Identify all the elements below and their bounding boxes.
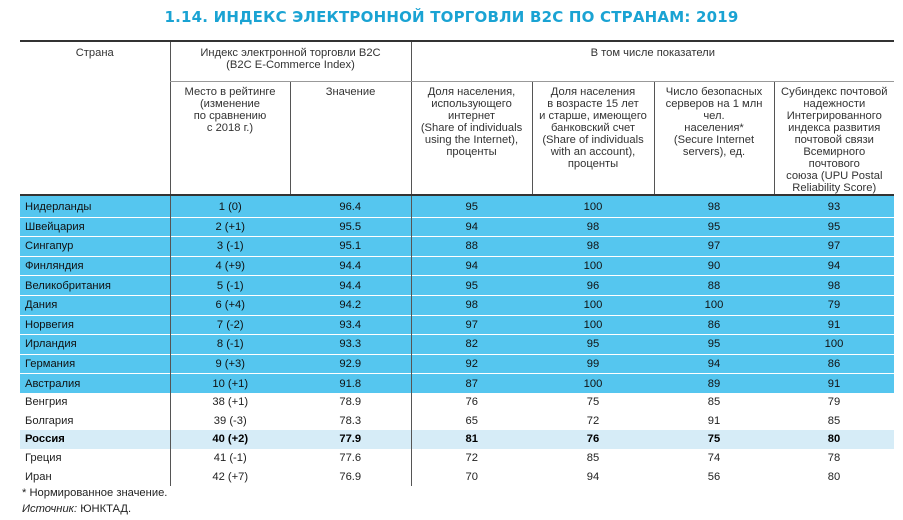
cell-internet: 65 [411,412,532,431]
cell-internet: 76 [411,393,532,412]
table-row [20,412,894,431]
table-row [20,393,894,412]
cell-rank: 42 (+7) [170,467,290,486]
cell-country: Греция [20,449,170,468]
header-postal: Субиндекс почтовой надежности Интегрированного индекса развития почтовой связи Всемирного почтового союза (UPU Postal Reliability Score) [774,82,894,196]
table-row [20,354,894,374]
cell-country: Иран [20,467,170,486]
cell-servers: 86 [654,315,774,335]
table-row [20,295,894,315]
cell-postal: 98 [774,276,894,296]
header-account: Доля населения в возрасте 15 лет и старше, имеющего банковский счет (Share of individuals with an account), проценты [532,82,654,196]
cell-servers: 85 [654,393,774,412]
table-row [20,256,894,276]
cell-value: 78.9 [290,393,411,412]
cell-account: 100 [532,256,654,276]
cell-rank: 4 (+9) [170,256,290,276]
cell-postal: 79 [774,393,894,412]
cell-account: 100 [532,315,654,335]
cell-value: 78.3 [290,412,411,431]
table-row [20,276,894,296]
header-internet: Доля населения, использующего интернет (Share of individuals using the Internet), проценты [411,82,532,196]
cell-servers: 89 [654,374,774,393]
cell-rank: 6 (+4) [170,295,290,315]
cell-rank: 1 (0) [170,195,290,217]
cell-country: Нидерланды [20,195,170,217]
cell-account: 99 [532,354,654,374]
cell-country: Норвегия [20,315,170,335]
table-row [20,335,894,355]
table-row-russia [20,430,894,449]
cell-rank: 2 (+1) [170,217,290,237]
cell-servers: 98 [654,195,774,217]
table-row [20,195,894,217]
cell-rank: 7 (-2) [170,315,290,335]
cell-internet: 81 [411,430,532,449]
table-row [20,315,894,335]
cell-value: 76.9 [290,467,411,486]
cell-account: 98 [532,237,654,257]
cell-country: Дания [20,295,170,315]
cell-internet: 95 [411,276,532,296]
header-servers: Число безопасных серверов на 1 млн чел. населения* (Secure Internet servers), ед. [654,82,774,196]
cell-country: Великобритания [20,276,170,296]
cell-value: 96.4 [290,195,411,217]
cell-value: 93.4 [290,315,411,335]
cell-rank: 5 (-1) [170,276,290,296]
cell-postal: 100 [774,335,894,355]
cell-value: 92.9 [290,354,411,374]
source-note [22,503,131,515]
cell-value: 94.2 [290,295,411,315]
cell-country: Германия [20,354,170,374]
cell-country: Россия [20,430,170,449]
cell-servers: 97 [654,237,774,257]
source-label: Источник: [22,503,78,515]
cell-country: Венгрия [20,393,170,412]
cell-servers: 56 [654,467,774,486]
cell-account: 76 [532,430,654,449]
cell-rank: 38 (+1) [170,393,290,412]
cell-internet: 94 [411,217,532,237]
cell-rank: 41 (-1) [170,449,290,468]
cell-internet: 92 [411,354,532,374]
cell-internet: 70 [411,467,532,486]
cell-rank: 10 (+1) [170,374,290,393]
cell-value: 95.1 [290,237,411,257]
cell-account: 72 [532,412,654,431]
cell-postal: 85 [774,412,894,431]
table-row [20,237,894,257]
cell-rank: 9 (+3) [170,354,290,374]
cell-postal: 94 [774,256,894,276]
cell-internet: 87 [411,374,532,393]
cell-servers: 88 [654,276,774,296]
cell-internet: 97 [411,315,532,335]
cell-country: Сингапур [20,237,170,257]
cell-value: 94.4 [290,256,411,276]
cell-postal: 97 [774,237,894,257]
cell-value: 94.4 [290,276,411,296]
cell-postal: 80 [774,467,894,486]
table-row [20,467,894,486]
cell-account: 98 [532,217,654,237]
cell-servers: 100 [654,295,774,315]
cell-servers: 95 [654,217,774,237]
cell-country: Ирландия [20,335,170,355]
cell-internet: 82 [411,335,532,355]
cell-value: 93.3 [290,335,411,355]
cell-country: Швейцария [20,217,170,237]
header-value: Значение [290,82,411,196]
cell-country: Австралия [20,374,170,393]
header-index-group: Индекс электронной торговли B2C (B2C E-Commerce Index) [170,41,411,82]
cell-postal: 91 [774,315,894,335]
source-value: ЮНКТАД. [80,503,132,515]
cell-value: 77.6 [290,449,411,468]
cell-rank: 8 (-1) [170,335,290,355]
footnote: * Нормированное значение. [22,487,168,499]
cell-value: 91.8 [290,374,411,393]
cell-servers: 74 [654,449,774,468]
cell-country: Болгария [20,412,170,431]
cell-value: 77.9 [290,430,411,449]
cell-account: 94 [532,467,654,486]
cell-servers: 75 [654,430,774,449]
cell-rank: 39 (-3) [170,412,290,431]
cell-rank: 3 (-1) [170,237,290,257]
header-rank: Место в рейтинге (изменение по сравнению с 2018 г.) [170,82,290,196]
cell-postal: 78 [774,449,894,468]
cell-internet: 98 [411,295,532,315]
cell-country: Финляндия [20,256,170,276]
cell-account: 100 [532,295,654,315]
cell-postal: 79 [774,295,894,315]
cell-postal: 91 [774,374,894,393]
table-row [20,217,894,237]
cell-postal: 95 [774,217,894,237]
cell-account: 95 [532,335,654,355]
table-row [20,374,894,393]
cell-rank: 40 (+2) [170,430,290,449]
cell-servers: 95 [654,335,774,355]
cell-internet: 72 [411,449,532,468]
header-indicators-group: В том числе показатели [411,41,894,82]
cell-postal: 80 [774,430,894,449]
cell-servers: 90 [654,256,774,276]
table-title: 1.14. ИНДЕКС ЭЛЕКТРОННОЙ ТОРГОВЛИ B2C ПО СТРАНАМ: 2019 [164,8,739,26]
cell-servers: 91 [654,412,774,431]
cell-servers: 94 [654,354,774,374]
cell-account: 100 [532,374,654,393]
cell-account: 75 [532,393,654,412]
header-country: Страна [75,47,114,59]
cell-account: 100 [532,195,654,217]
cell-internet: 95 [411,195,532,217]
table-row [20,449,894,468]
cell-account: 96 [532,276,654,296]
cell-value: 95.5 [290,217,411,237]
cell-account: 85 [532,449,654,468]
ecommerce-index-table [20,40,894,486]
cell-internet: 88 [411,237,532,257]
cell-internet: 94 [411,256,532,276]
cell-postal: 93 [774,195,894,217]
cell-postal: 86 [774,354,894,374]
